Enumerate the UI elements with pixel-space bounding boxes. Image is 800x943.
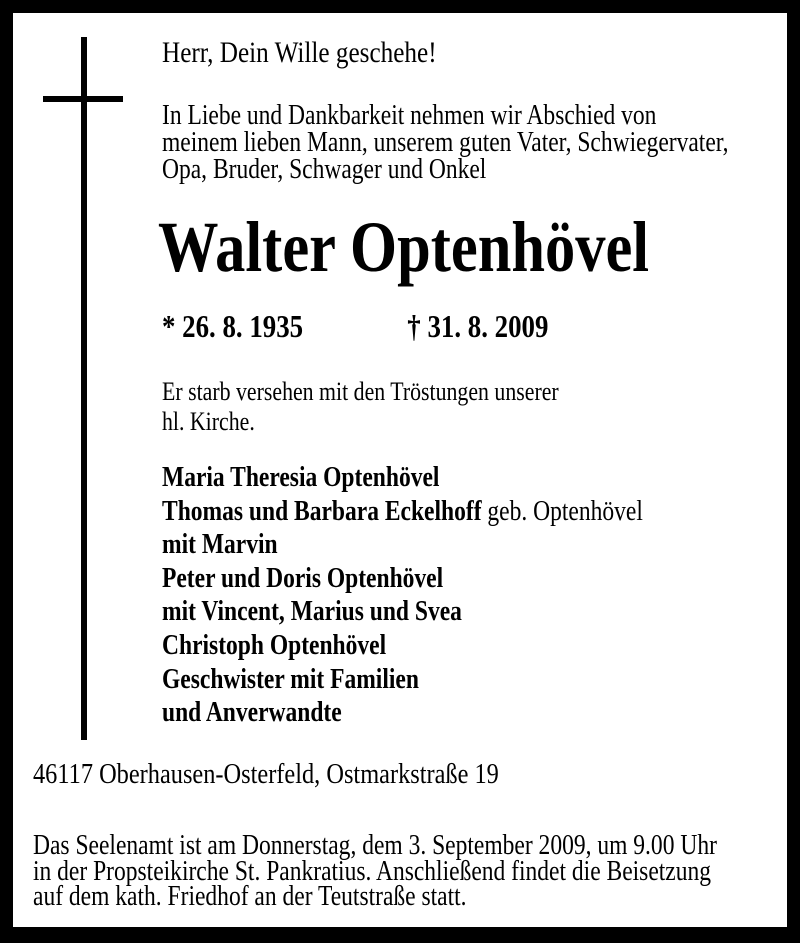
mourner-name: mit Marvin (162, 529, 278, 561)
mourner-line (162, 595, 643, 629)
notice-sheet (13, 13, 787, 927)
mourner-name-suffix: geb. Optenhövel (481, 495, 643, 527)
consolation-line: hl. Kirche. (162, 407, 255, 436)
service-line: in der Propsteikirche St. Pankratius. Anschließend findet die Beisetzung (33, 855, 712, 887)
mourner-name: Peter und Doris Optenhövel (162, 562, 444, 594)
mourner-name: und Anverwandte (162, 697, 342, 729)
mourner-name: Christoph Optenhövel (162, 629, 387, 661)
mourner-name: Thomas und Barbara Eckelhoff (162, 495, 482, 527)
mourner-line (162, 461, 643, 495)
mourner-line (162, 663, 643, 697)
mourner-name: Maria Theresia Optenhövel (162, 462, 440, 493)
mourner-line (162, 562, 643, 596)
intro-line: Opa, Bruder, Schwager und Onkel (162, 154, 487, 185)
service-line: auf dem kath. Friedhof an der Teutstraße statt. (33, 881, 467, 912)
consolation-paragraph (162, 377, 559, 437)
mourner-name: Geschwister mit Familien (162, 663, 419, 695)
cross-icon (13, 13, 143, 753)
cross-vertical-bar (81, 37, 87, 740)
mourner-line (162, 696, 643, 730)
service-info (33, 830, 717, 912)
mourner-line (162, 495, 643, 529)
birth-date: * 26. 8. 1935 (162, 308, 304, 344)
service-line: Das Seelenamt ist am Donnerstag, dem 3. September 2009, um 9.00 Uhr (33, 830, 717, 861)
mourner-line (162, 629, 643, 663)
mourner-name: mit Vincent, Marius und Svea (162, 596, 462, 628)
address-line: 46117 Oberhausen-Osterfeld, Ostmarkstraße 19 (33, 758, 499, 790)
cross-horizontal-bar (43, 96, 123, 102)
death-date: † 31. 8. 2009 (407, 308, 549, 344)
intro-line: In Liebe und Dankbarkeit nehmen wir Abschied von (162, 100, 657, 131)
life-dates (162, 310, 683, 342)
consolation-line: Er starb versehen mit den Tröstungen unserer (162, 377, 559, 406)
intro-line: meinem lieben Mann, unserem guten Vater, Schwiegervater, (162, 127, 729, 158)
mourners-list (162, 461, 643, 730)
opening-quote: Herr, Dein Wille geschehe! (162, 36, 437, 69)
deceased-name: Walter Optenhövel (158, 207, 650, 287)
intro-paragraph (162, 102, 729, 183)
mourner-line (162, 528, 643, 562)
